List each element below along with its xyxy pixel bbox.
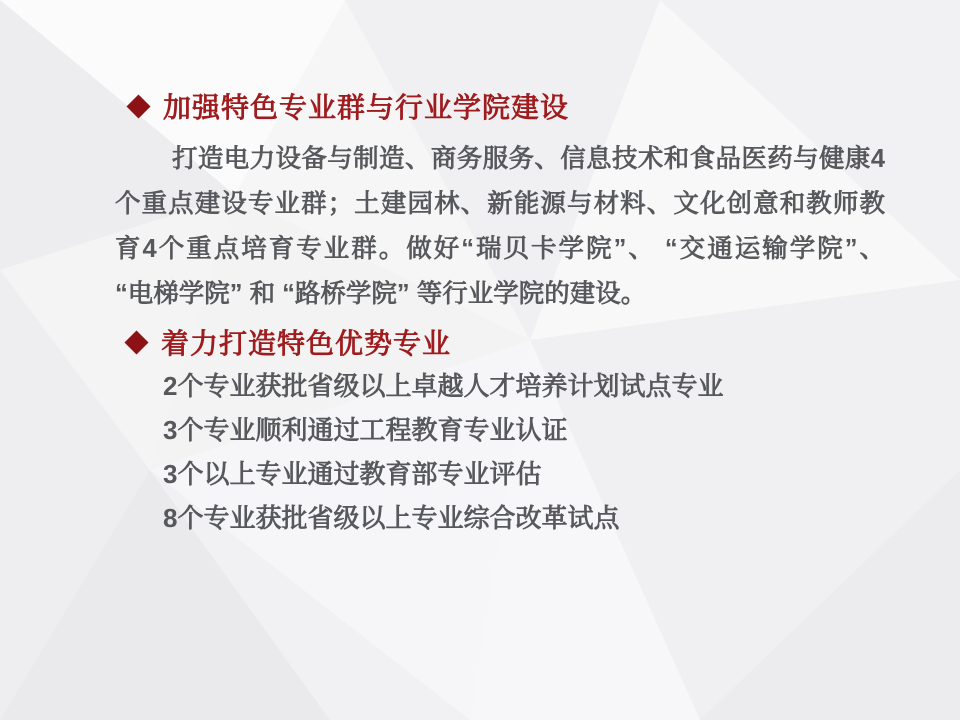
list-item: 2个专业获批省级以上卓越人才培养计划试点专业	[163, 371, 724, 401]
paragraph-line: “电梯学院” 和 “路桥学院” 等行业学院的建设。	[115, 280, 647, 308]
list-item: 8个专业获批省级以上专业综合改革试点	[163, 503, 620, 533]
section-heading-row	[130, 88, 569, 124]
paragraph-line: 打造电力设备与制造、商务服务、信息技术和食品医药与健康4	[172, 145, 885, 173]
achievement-list	[163, 364, 723, 540]
diamond-bullet-icon	[126, 94, 150, 118]
section-heading: 加强特色专业群与行业学院建设	[163, 92, 570, 123]
section-paragraph	[115, 137, 885, 317]
diamond-bullet-icon	[124, 330, 148, 354]
section-heading-row	[128, 324, 451, 360]
paragraph-line: 个重点建设专业群；土建园林、新能源与材料、文化创意和教师教	[115, 190, 885, 218]
list-item: 3个以上专业通过教育部专业评估	[163, 459, 542, 489]
list-item: 3个专业顺利通过工程教育专业认证	[163, 415, 568, 445]
section-heading: 着力打造特色优势专业	[161, 328, 452, 359]
paragraph-line: 育4个重点培育专业群。做好“瑞贝卡学院”、 “交通运输学院”、	[115, 235, 885, 263]
